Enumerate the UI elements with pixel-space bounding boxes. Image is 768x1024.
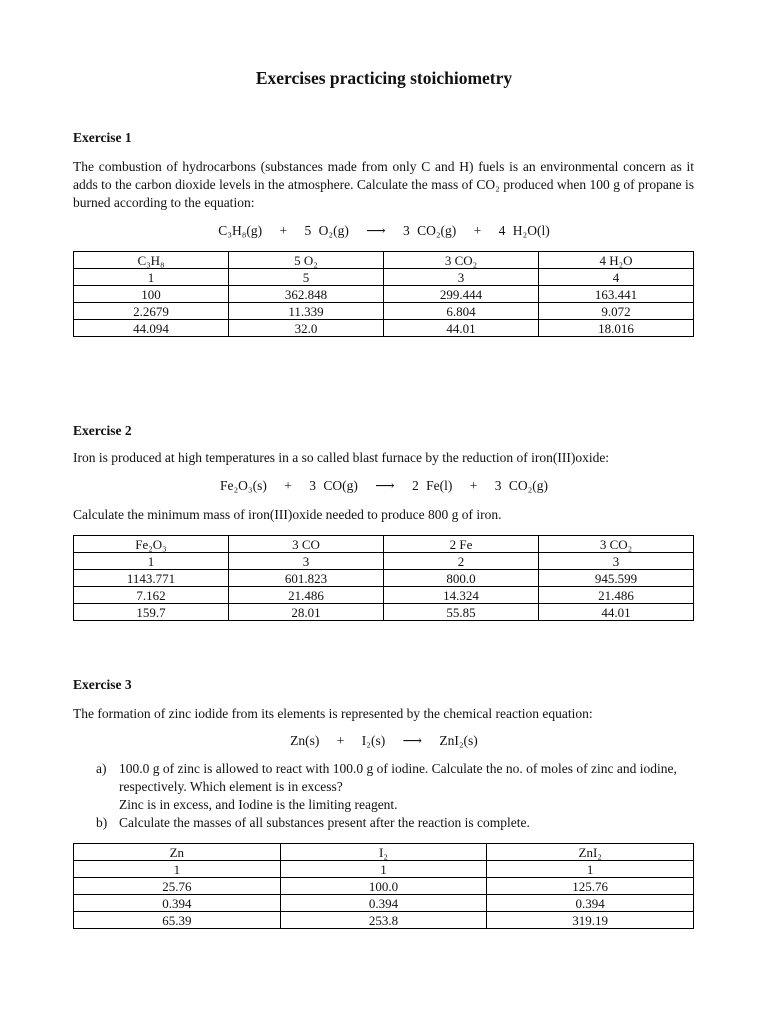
exercise-1-equation (0, 223, 768, 239)
table-cell: 159.7 (74, 604, 229, 621)
table-cell: 25.76 (74, 878, 281, 895)
table-cell: 1 (74, 269, 229, 286)
page-title: Exercises practicing stoichiometry (255, 68, 513, 88)
table-cell: 3 CO₂ (384, 252, 539, 269)
table-cell: 21.486 (229, 587, 384, 604)
table-row (74, 252, 694, 269)
table-cell: 2 (384, 553, 539, 570)
table-row (74, 912, 694, 929)
table-cell: 5 O₂ (229, 252, 384, 269)
table-row (74, 303, 694, 320)
eq-term: 2 Fe(l) (411, 478, 453, 493)
eq-term: I₂(s) (361, 733, 386, 748)
eq-term: 5 O₂(g) (304, 223, 349, 238)
table-row (74, 878, 694, 895)
exercise-1-heading: Exercise 1 (73, 130, 132, 145)
exercise-3-equation (0, 733, 768, 749)
eq-term: Zn(s) (290, 733, 320, 748)
eq-term: ZnI₂(s) (439, 733, 478, 748)
table-row (74, 570, 694, 587)
table-cell: 65.39 (74, 912, 281, 929)
table-cell: 362.848 (229, 286, 384, 303)
exercise-3-question-list (96, 760, 696, 832)
table-cell: 100.0 (280, 878, 487, 895)
table-cell: 21.486 (539, 587, 694, 604)
eq-term: C₃H₈(g) (218, 223, 263, 238)
table-cell: 163.441 (539, 286, 694, 303)
eq-arrow: ⟶ (375, 478, 395, 493)
table-cell: 319.19 (487, 912, 694, 929)
table-cell: 100 (74, 286, 229, 303)
table-row (74, 604, 694, 621)
table-cell: 28.01 (229, 604, 384, 621)
table-cell: 2.2679 (74, 303, 229, 320)
eq-arrow: ⟶ (366, 223, 386, 238)
table-cell: 3 (229, 553, 384, 570)
exercise-2-table (73, 535, 694, 621)
table-row (74, 553, 694, 570)
exercise-2-text: Iron is produced at high temperatures in a so called blast furnace by the reduction of iron(III)oxide: (73, 450, 610, 465)
table-cell: 125.76 (487, 878, 694, 895)
table-cell: 3 (384, 269, 539, 286)
eq-operator: + (473, 223, 482, 238)
table-cell: 55.85 (384, 604, 539, 621)
table-cell: 32.0 (229, 320, 384, 337)
list-marker: b) (96, 815, 108, 830)
table-cell: 3 CO (229, 536, 384, 553)
table-cell: 1 (74, 861, 281, 878)
exercise-1-text: The combustion of hydrocarbons (substances made from only C and H) fuels is an environmental concern as it adds to the carbon dioxide levels in the atmosphere. Calculate the mass of CO₂ produced when 100 g of propane is burned according to the equation: (73, 159, 694, 210)
question-text: Calculate the masses of all substances present after the reaction is complete. (119, 815, 530, 830)
list-item (96, 760, 696, 814)
table-cell: 299.444 (384, 286, 539, 303)
table-cell: 1 (487, 861, 694, 878)
table-cell: 7.162 (74, 587, 229, 604)
table-cell: 945.599 (539, 570, 694, 587)
table-cell: 18.016 (539, 320, 694, 337)
table-row (74, 286, 694, 303)
eq-term: 4 H₂O(l) (498, 223, 550, 238)
table-cell: 2 Fe (384, 536, 539, 553)
table-cell: 253.8 (280, 912, 487, 929)
exercise-1-table (73, 251, 694, 337)
table-cell: 44.01 (384, 320, 539, 337)
exercise-3-heading: Exercise 3 (73, 677, 132, 692)
table-cell: 601.823 (229, 570, 384, 587)
table-cell: 0.394 (74, 895, 281, 912)
eq-term: 3 CO₂(g) (494, 478, 549, 493)
table-cell: C₃H₈ (74, 252, 229, 269)
eq-arrow: ⟶ (402, 733, 422, 748)
table-row (74, 269, 694, 286)
table-cell: 4 H₂O (539, 252, 694, 269)
table-cell: 6.804 (384, 303, 539, 320)
eq-operator: + (469, 478, 478, 493)
table-cell: ZnI₂ (487, 844, 694, 861)
table-row (74, 844, 694, 861)
eq-operator: + (284, 478, 292, 493)
table-cell: 9.072 (539, 303, 694, 320)
table-cell: 14.324 (384, 587, 539, 604)
eq-operator: + (279, 223, 288, 238)
answer-text: Zinc is in excess, and Iodine is the limiting reagent. (119, 797, 398, 812)
table-cell: Zn (74, 844, 281, 861)
table-row (74, 895, 694, 912)
table-cell: 5 (229, 269, 384, 286)
table-cell: 1 (74, 553, 229, 570)
list-item (96, 814, 696, 832)
eq-operator: + (336, 733, 345, 748)
table-row (74, 536, 694, 553)
exercise-3-text: The formation of zinc iodide from its elements is represented by the chemical reaction equation: (73, 706, 593, 721)
table-cell: Fe₂O₃ (74, 536, 229, 553)
exercise-2-text-2: Calculate the minimum mass of iron(III)oxide needed to produce 800 g of iron. (73, 507, 502, 522)
table-cell: 3 (539, 553, 694, 570)
table-row (74, 861, 694, 878)
table-row (74, 587, 694, 604)
table-cell: 0.394 (280, 895, 487, 912)
table-cell: 1 (280, 861, 487, 878)
eq-term: Fe₂O₃(s) (219, 478, 267, 493)
table-cell: 3 CO₂ (539, 536, 694, 553)
table-cell: 44.01 (539, 604, 694, 621)
table-cell: 11.339 (229, 303, 384, 320)
table-cell: 1143.771 (74, 570, 229, 587)
table-cell: 4 (539, 269, 694, 286)
exercise-2-equation (0, 478, 768, 494)
table-row (74, 320, 694, 337)
exercise-3-table (73, 843, 694, 929)
exercise-2-heading: Exercise 2 (73, 423, 132, 438)
table-cell: 0.394 (487, 895, 694, 912)
table-cell: 800.0 (384, 570, 539, 587)
table-cell: I₂ (280, 844, 487, 861)
eq-term: 3 CO(g) (309, 478, 358, 493)
eq-term: 3 CO₂(g) (402, 223, 457, 238)
list-marker: a) (96, 761, 107, 776)
question-text: 100.0 g of zinc is allowed to react with 100.0 g of iodine. Calculate the no. of moles of zinc and iodine, respectively. Which element is in excess? (119, 761, 677, 794)
table-cell: 44.094 (74, 320, 229, 337)
